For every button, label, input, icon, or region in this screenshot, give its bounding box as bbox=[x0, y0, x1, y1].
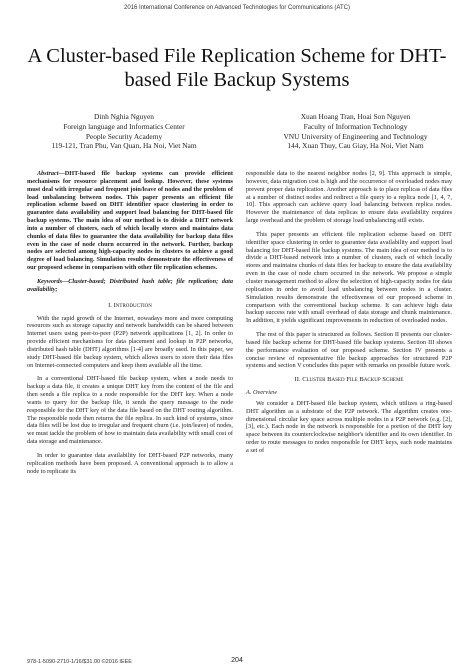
author-block-2 bbox=[248, 112, 463, 151]
paper-title: A Cluster-based File Replication Scheme for DHT-based File Backup Systems bbox=[27, 45, 447, 91]
author-name: Xuan Hoang Tran, Hoai Son Nguyen bbox=[300, 112, 411, 121]
paragraph: We consider a DHT-based file backup system, which utilizes a ring-based DHT algorithm as a substrate of the P2P network. The algorithm creates one-dimensional circular key space across multiple nodes in a P2P network (e.g. [2], [3], etc.). Each node in the network is responsible for a portion of the DHT key space between its counterclockwise neighbor's identifier and its own identifier. In order to route messages to nodes responsible for DHT keys, each node maintains a set of bbox=[246, 399, 452, 454]
subsection-heading-overview: A. Overview bbox=[246, 389, 277, 397]
paragraph: In a conventional DHT-based file backup system, when a node needs to backup a data file, it creates a unique DHT key from the content of the file and then sends a file replica to a node responsible for the DHT key. When a node wants to query for the backup file, it sends the query message to the node responsible for the DHT key of the data file based on the DHT routing algorithm. The responsible node then returns the file replica. In such kind of systems, since data files will be lost due to irregular and frequent churn (i.e. join/leave) of nodes, we must tackle the problem of how to maintain data availability with small cost of data storage and maintenance. bbox=[27, 375, 233, 446]
copyright-line: 978-1-5090-2710-1/16/$31.00 ©2016 IEEE bbox=[27, 659, 132, 665]
paragraph: In order to guarantee data availability for DHT-based P2P networks, many replication methods have been proposed. A conventional approach is to allow a node to replicate its bbox=[27, 452, 233, 475]
abstract-label: Abstract bbox=[37, 170, 59, 177]
paragraph: With the rapid growth of the Internet, nowadays more and more computing resources such as storage capacity and network bandwidth can be shared between Internet users using peer-to-peer (P2P) network applications [1, 2]. In order to provide efficient mechanisms for data placement and lookup in P2P networks, distributed hash table (DHT) algorithms [1-4] are broadly used. In this paper, we study DHT-based file backup system, which allows users to store their data files on Internet-connected computers and keep them available all the time. bbox=[27, 314, 233, 369]
author-affiliation: People Security Academy bbox=[85, 131, 163, 141]
page-number: 204 bbox=[231, 657, 243, 664]
conference-header: 2016 International Conference on Advanced Technologies for Communications (ATC) bbox=[124, 5, 350, 11]
author-affiliation: Foreign language and Informatics Center bbox=[63, 121, 185, 131]
author-affiliation: VNU University of Engineering and Technology bbox=[283, 131, 428, 141]
keywords-label: Keywords bbox=[37, 277, 62, 285]
left-column bbox=[27, 170, 233, 482]
section-heading-scheme: II. Cluster Based File Backup Scheme bbox=[294, 376, 404, 384]
keywords bbox=[27, 278, 233, 294]
abstract bbox=[27, 170, 233, 272]
author-block-1 bbox=[14, 112, 234, 151]
author-name: Dinh Nghia Nguyen bbox=[94, 112, 154, 121]
author-address: 144, Xuan Thuy, Cau Giay, Ha Noi, Viet Nam bbox=[287, 141, 424, 151]
right-column bbox=[246, 170, 452, 461]
keywords-text: —Cluster-based; Distributed hash table; file replication; data availability; bbox=[27, 277, 233, 293]
author-address: 119-121, Tran Phu, Van Quan, Ha Noi, Viet Nam bbox=[51, 141, 197, 151]
section-heading-introduction: I. Introduction bbox=[108, 301, 152, 309]
abstract-text: —DHT-based file backup systems can provide efficient mechanisms for resource placement and lookup. However, these systems must deal with irregular and frequent join/leave of nodes and the problem of load unbalancing between nodes. This paper presents an efficient file replication scheme based on DHT identifier space clustering in order to guarantee data availability and support load balancing for DHT-based file backup systems. The main idea of our method is to divide a DHT network into a number of clusters, each of which locally stores and maintains data chunks of data files to guarantee the data availability for backup data files even in the case of node churn occurred in the network. Further, backup nodes are selected among high-capacity nodes in clusters to achieve a good degree of load balancing. Simulation results demonstrate the effectiveness of our proposed scheme in comparison with other file replication schemes. bbox=[27, 170, 233, 272]
paragraph: This paper presents an efficient file replication scheme based on DHT identifier space clustering in order to guarantee data availability and support load balancing for DHT-based file backup systems. The main idea of our method is to divide a DHT-based network into a number of clusters, each of which locally stores and maintains chunks of data files for backup to ensure the data availability even in the case of node churn occurred in the network. We propose a simple cluster management method to allow the selection of high-capacity nodes for data replication in order to avoid load unbalancing between nodes in a cluster. Simulation results demonstrate the effectiveness of our proposed scheme in comparison with the conventional backup scheme. It can achieve high data backup success rate with small overhead of data storage and chunk maintenance. In addition, it yields significant improvements in reduction of overloaded nodes. bbox=[246, 230, 452, 325]
author-affiliation: Faculty of Information Technology bbox=[303, 121, 408, 131]
paragraph: The rest of this paper is structured as follows. Section II presents our cluster-based file backup scheme for DHT-based file backup systems. Section III shows the performance evaluation of our proposed scheme. Section IV presents a concise review of representative file backup approaches for structured P2P systems and section V concludes this paper with remarks on possible future work. bbox=[246, 331, 452, 370]
paragraph: responsible data to the nearest neighbor nodes [2, 9]. This approach is simple, however, data migration cost is high and the occurrence of overloaded nodes may prevent proper data replication. Another approach is to place replicas of data files at a number of distinct nodes and redirect a file query to a replica node [1, 4, 7, 10]. This approach can achieve query load balancing between replica nodes. However the maintenance of data replicas to ensure data availability requires large overhead and the problem of storage load unbalancing still exists. bbox=[246, 170, 452, 225]
